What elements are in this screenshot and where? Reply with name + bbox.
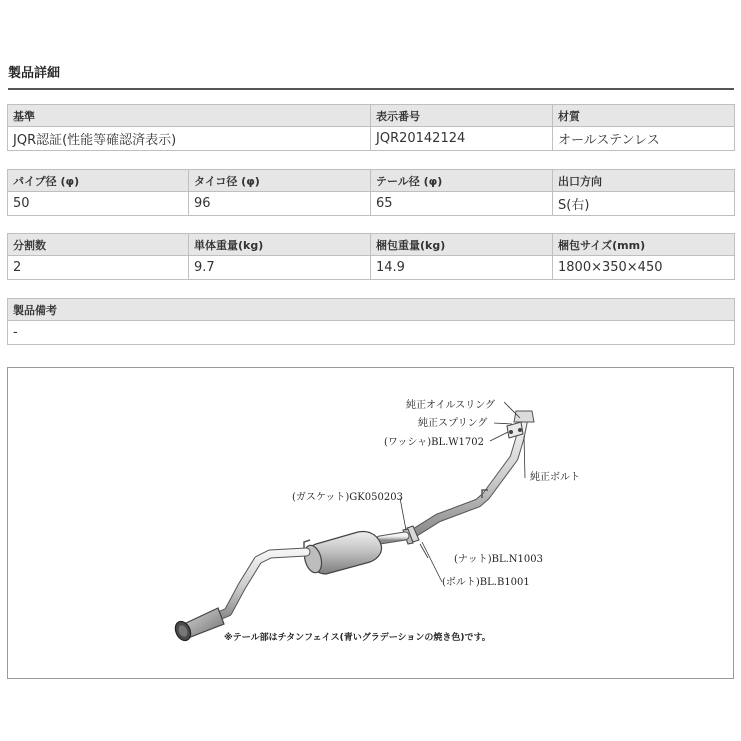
label-nut: (ナット)BL.N1003 — [454, 554, 543, 565]
value-material: オールステンレス — [553, 127, 735, 151]
label-washer: (ワッシャ)BL.W1702 — [384, 437, 484, 448]
value-product-notes: - — [8, 321, 735, 345]
header-split-count: 分割数 — [8, 234, 189, 256]
exhaust-diagram — [7, 367, 734, 679]
value-package-size: 1800×350×450 — [553, 256, 735, 280]
header-muffler-diameter: タイコ径 (φ) — [189, 170, 371, 192]
header-unit-weight: 単体重量(kg) — [189, 234, 371, 256]
value-display-number: JQR20142124 — [371, 127, 553, 151]
section-title: 製品詳細 — [8, 66, 61, 81]
header-standard: 基準 — [8, 105, 371, 127]
value-split-count: 2 — [8, 256, 189, 280]
header-display-number: 表示番号 — [371, 105, 553, 127]
value-muffler-diameter: 96 — [189, 192, 371, 216]
spec-table-standard — [7, 104, 735, 151]
header-material: 材質 — [553, 105, 735, 127]
header-package-weight: 梱包重量(kg) — [371, 234, 553, 256]
label-gasket: (ガスケット)GK050203 — [292, 492, 403, 503]
spec-table-notes — [7, 298, 735, 345]
header-pipe-diameter: パイプ径 (φ) — [8, 170, 189, 192]
label-oem-bolt: 純正ボルト — [530, 472, 580, 483]
value-unit-weight: 9.7 — [189, 256, 371, 280]
spec-table-dimensions — [7, 169, 735, 216]
muffler — [302, 531, 405, 574]
value-standard: JQR認証(性能等確認済表示) — [8, 127, 371, 151]
spec-table-weights — [7, 233, 735, 280]
header-product-notes: 製品備考 — [8, 299, 735, 321]
header-exit-direction: 出口方向 — [553, 170, 735, 192]
label-oem-oil-seal: 純正オイルスリング — [406, 400, 495, 411]
value-package-weight: 14.9 — [371, 256, 553, 280]
value-tail-diameter: 65 — [371, 192, 553, 216]
header-package-size: 梱包サイズ(mm) — [553, 234, 735, 256]
tail-finish-note: ※テール部はチタンフェイス(青いグラデーションの焼き色)です。 — [224, 633, 491, 643]
front-pipe — [403, 411, 534, 544]
label-bolt: (ボルト)BL.B1001 — [442, 577, 530, 588]
value-pipe-diameter: 50 — [8, 192, 189, 216]
value-exit-direction: S(右) — [553, 192, 735, 216]
label-oem-spring: 純正スプリング — [418, 418, 488, 429]
title-divider — [8, 88, 734, 90]
header-tail-diameter: テール径 (φ) — [371, 170, 553, 192]
